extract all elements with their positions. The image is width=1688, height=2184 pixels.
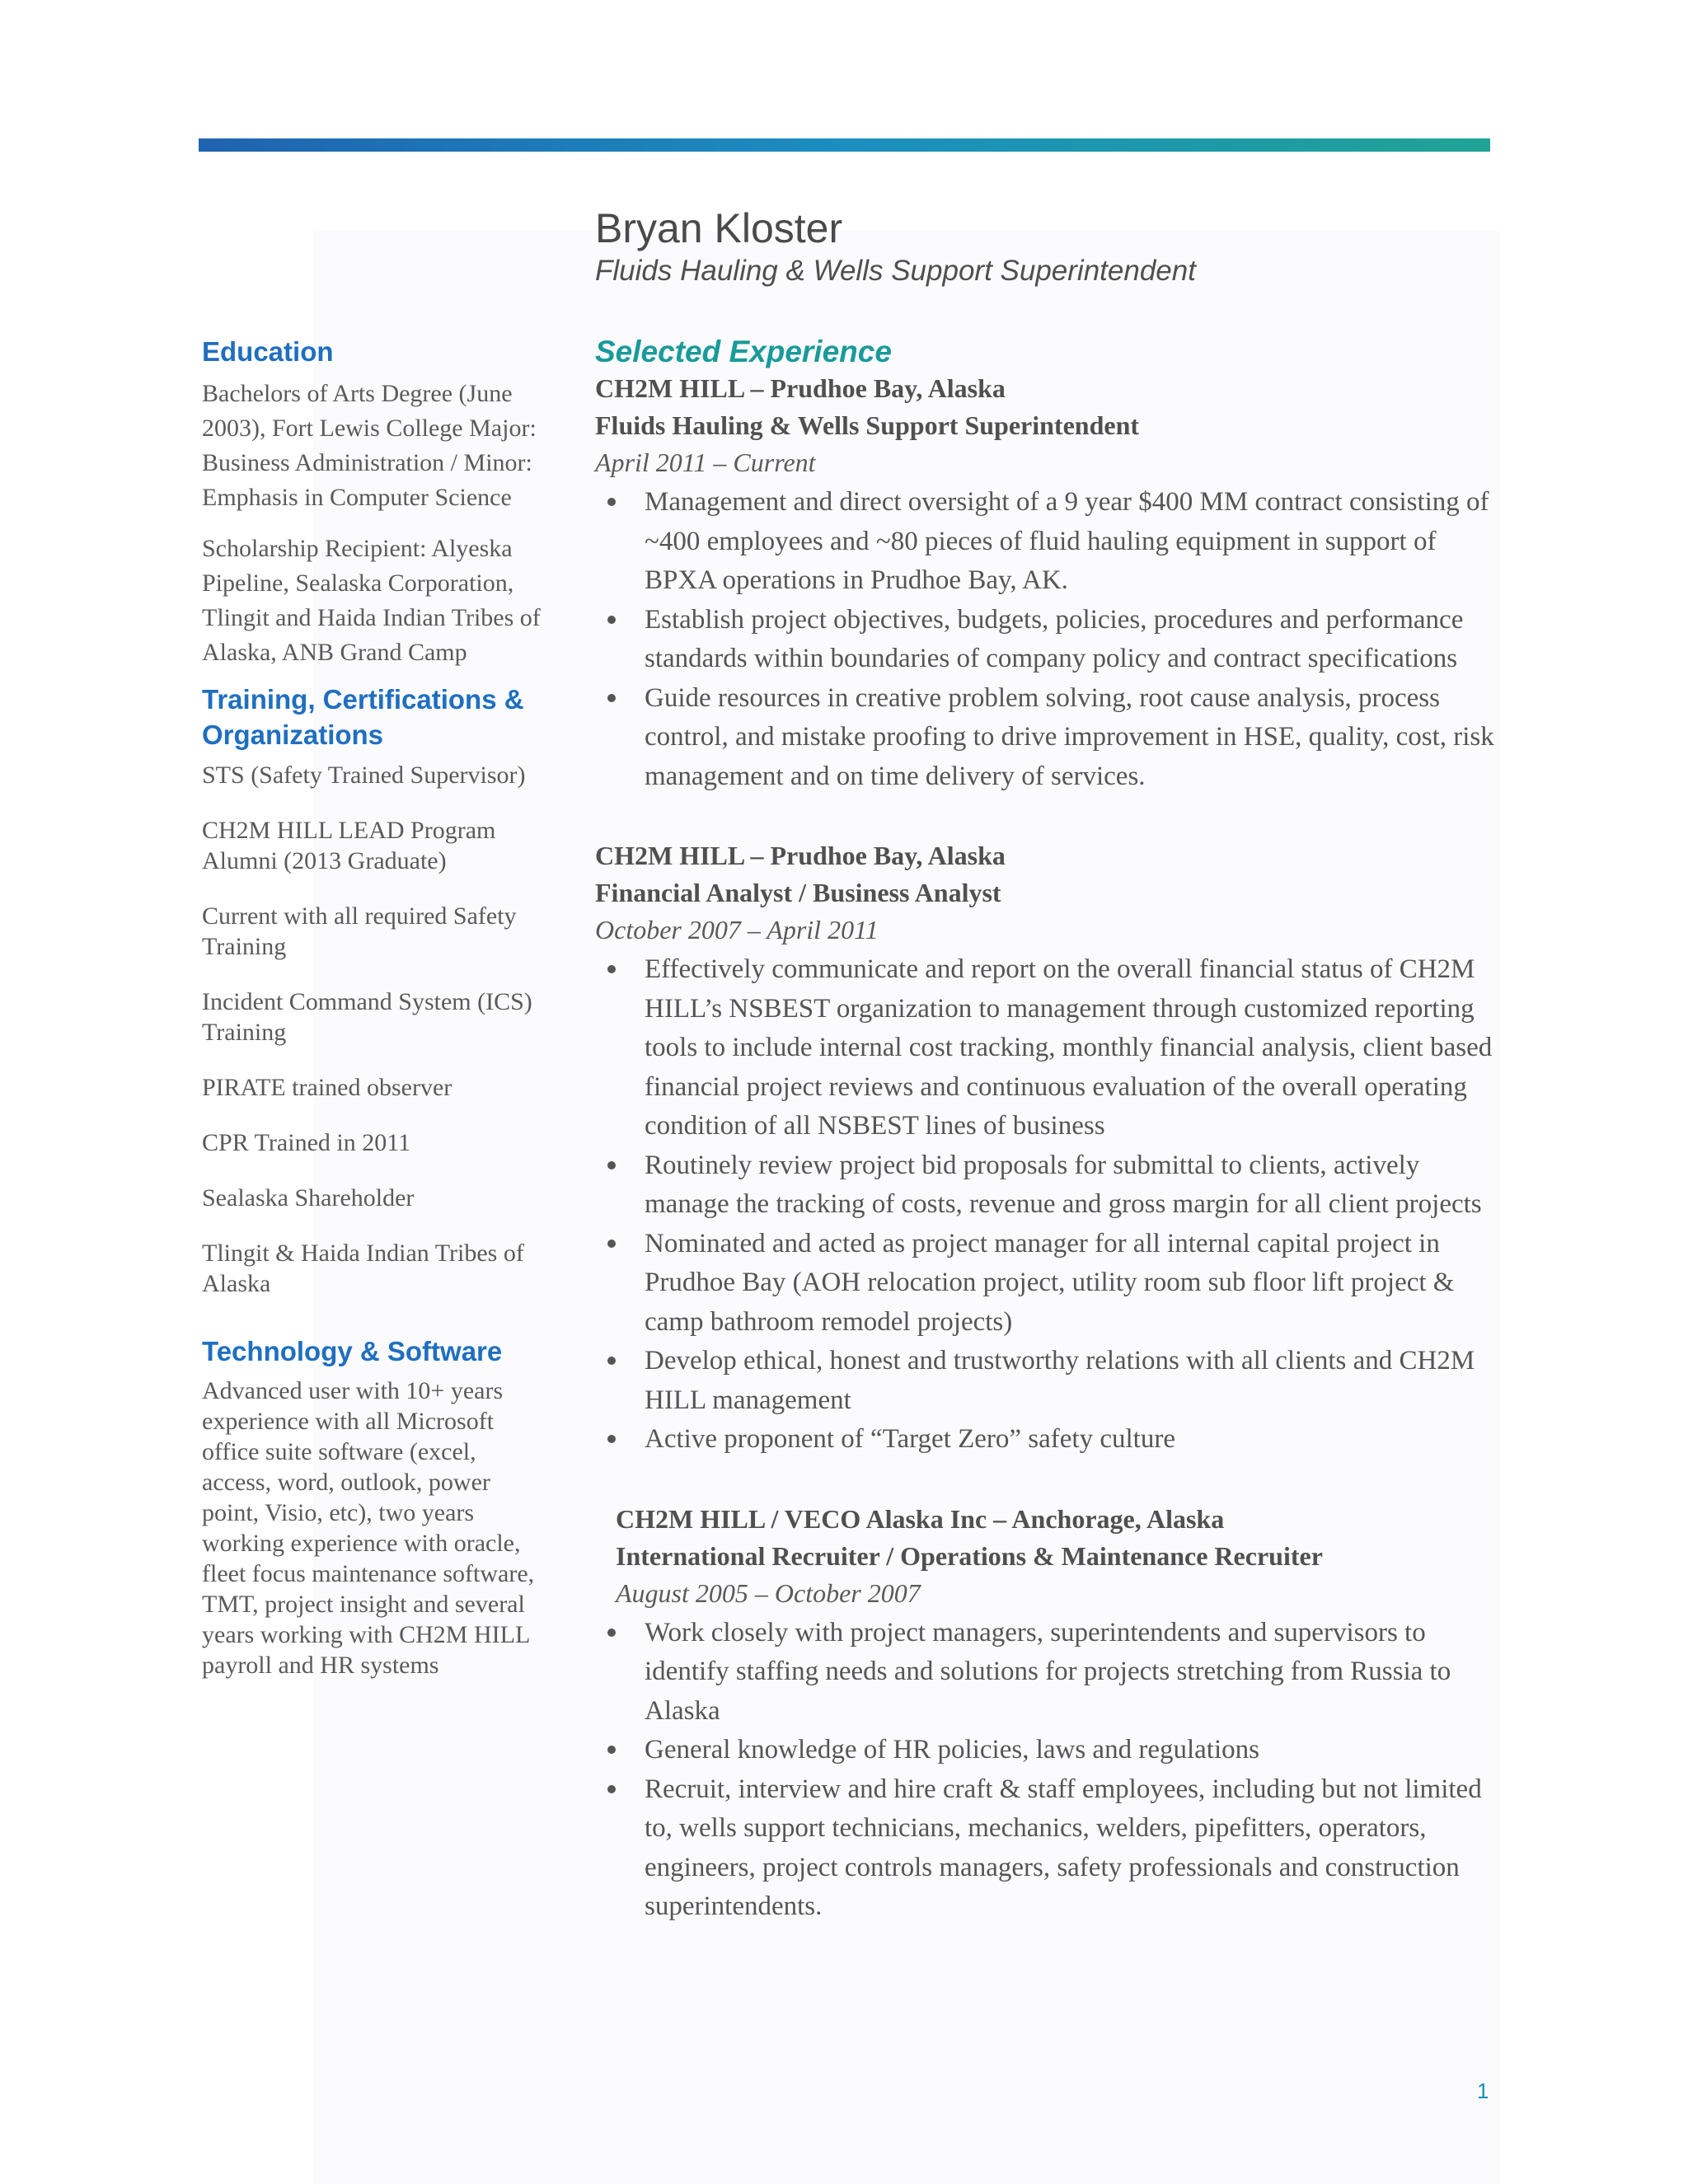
resume-header xyxy=(595,206,1502,288)
bullet-icon xyxy=(607,1435,616,1443)
page-number: 1 xyxy=(1477,2079,1489,2103)
bullet-icon xyxy=(607,498,616,506)
bullet-icon xyxy=(607,1746,616,1754)
job-company: CH2M HILL – Prudhoe Bay, Alaska xyxy=(595,373,1006,404)
sidebar xyxy=(202,334,548,1680)
job-bullet xyxy=(595,1146,1498,1225)
bullet-icon xyxy=(607,1785,616,1793)
job-bullets xyxy=(616,1614,1498,1927)
job-dates: October 2007 – April 2011 xyxy=(595,915,879,945)
job-entry xyxy=(595,370,1498,796)
job-bullet xyxy=(595,601,1498,679)
job-bullet xyxy=(595,1225,1498,1343)
bullet-icon xyxy=(607,1161,616,1169)
bullet-icon xyxy=(607,1357,616,1365)
training-item: Sealaska Shareholder xyxy=(202,1183,415,1212)
training-item: STS (Safety Trained Supervisor) xyxy=(202,761,526,789)
job-bullets xyxy=(595,950,1498,1460)
training-item: Current with all required Safety Training xyxy=(202,902,517,960)
job-bullet xyxy=(595,483,1498,601)
job-bullet-text: Nominated and acted as project manager for all internal capital project in Prudhoe Bay (AOH relocation project, utility room sub floor lift project & camp bathroom remodel projects) xyxy=(645,1228,1455,1337)
technology-heading: Technology & Software xyxy=(202,1335,503,1366)
job-bullet-text: Active proponent of “Target Zero” safety culture xyxy=(645,1424,1175,1455)
job-company: CH2M HILL / VECO Alaska Inc – Anchorage, Alaska xyxy=(616,1503,1225,1534)
job-bullet xyxy=(616,1614,1498,1732)
education-scholarship: Scholarship Recipient: Alyeska Pipeline, Sealaska Corporation, Tlingit and Haida Indian Tribes of Alaska, ANB Grand Camp xyxy=(202,534,541,666)
job-entry xyxy=(595,837,1498,1460)
training-item: Incident Command System (ICS) Training xyxy=(202,987,532,1046)
education-heading: Education xyxy=(202,336,334,367)
education-degree: Bachelors of Arts Degree (June 2003), Fort Lewis College Major: Business Administration / Minor: Emphasis in Computer Science xyxy=(202,379,537,511)
candidate-title: Fluids Hauling & Wells Support Superintendent xyxy=(595,255,1196,287)
main-content xyxy=(595,334,1498,1968)
candidate-name: Bryan Kloster xyxy=(595,205,843,251)
job-bullet-text: Management and direct oversight of a 9 year $400 MM contract consisting of ~400 employees and ~80 pieces of fluid hauling equipment in support of BPXA operations in Prudhoe Bay, AK. xyxy=(645,487,1489,596)
job-role: Financial Analyst / Business Analyst xyxy=(595,878,1001,908)
bullet-icon xyxy=(607,1240,616,1248)
job-bullet-text: Work closely with project managers, superintendents and supervisors to identify staffing needs and solutions for projects stretching from Russia to Alaska xyxy=(645,1617,1451,1726)
job-bullet xyxy=(595,1420,1498,1460)
technology-text: Advanced user with 10+ years experience with all Microsoft office suite software (excel, access, word, outlook, power point, Visio, etc), two years working experience with oracle, fleet focus maintenance software, TMT, project insight and several years working with CH2M HILL payroll and HR systems xyxy=(202,1377,535,1680)
job-bullet-text: Recruit, interview and hire craft & staff employees, including but not limited to, wells support technicians, mechanics, welders, pipefitters, operators, engineers, project controls managers, safety professionals and construction superintendents. xyxy=(645,1774,1482,1922)
job-company: CH2M HILL – Prudhoe Bay, Alaska xyxy=(595,841,1006,871)
job-bullet-text: Effectively communicate and report on the overall financial status of CH2M HILL’s NSBEST organization to management through customized reporting tools to include internal cost tracking, monthly financial analysis, client based financial project reviews and continuous evaluation of the overall operating condition of all NSBEST lines of business xyxy=(645,954,1493,1141)
job-bullet-text: Guide resources in creative problem solving, root cause analysis, process control, and mistake proofing to drive improvement in HSE, quality, cost, risk management and on time delivery of services. xyxy=(645,682,1494,791)
job-dates: April 2011 – Current xyxy=(595,448,816,478)
bullet-icon xyxy=(607,1629,616,1637)
job-role: Fluids Hauling & Wells Support Superintendent xyxy=(595,410,1140,441)
job-bullet-text: Develop ethical, honest and trustworthy relations with all clients and CH2M HILL management xyxy=(645,1346,1475,1415)
job-bullet xyxy=(595,679,1498,797)
job-bullet xyxy=(595,950,1498,1146)
training-item: CPR Trained in 2011 xyxy=(202,1128,411,1156)
bullet-icon xyxy=(607,965,616,973)
bullet-icon xyxy=(607,694,616,702)
training-heading: Training, Certifications & Organizations xyxy=(202,683,524,751)
job-bullet xyxy=(595,1342,1498,1420)
job-entry xyxy=(595,1501,1498,1927)
job-bullet-text: Routinely review project bid proposals for submittal to clients, actively manage the tracking of costs, revenue and gross margin for all client projects xyxy=(645,1150,1482,1220)
header-accent-bar xyxy=(199,138,1490,152)
job-bullet xyxy=(616,1770,1498,1927)
job-bullets xyxy=(595,483,1498,796)
job-bullet-text: General knowledge of HR policies, laws and regulations xyxy=(645,1735,1259,1765)
training-item: CH2M HILL LEAD Program Alumni (2013 Graduate) xyxy=(202,816,496,874)
job-bullet xyxy=(616,1731,1498,1770)
bullet-icon xyxy=(607,616,616,624)
training-item: PIRATE trained observer xyxy=(202,1073,452,1101)
job-bullet-text: Establish project objectives, budgets, policies, procedures and performance standards within boundaries of company policy and contract specifications xyxy=(645,604,1464,674)
training-item: Tlingit & Haida Indian Tribes of Alaska xyxy=(202,1239,524,1297)
job-dates: August 2005 – October 2007 xyxy=(616,1577,921,1608)
job-role: International Recruiter / Operations & Maintenance Recruiter xyxy=(616,1540,1323,1571)
selected-experience-heading: Selected Experience xyxy=(595,335,892,368)
